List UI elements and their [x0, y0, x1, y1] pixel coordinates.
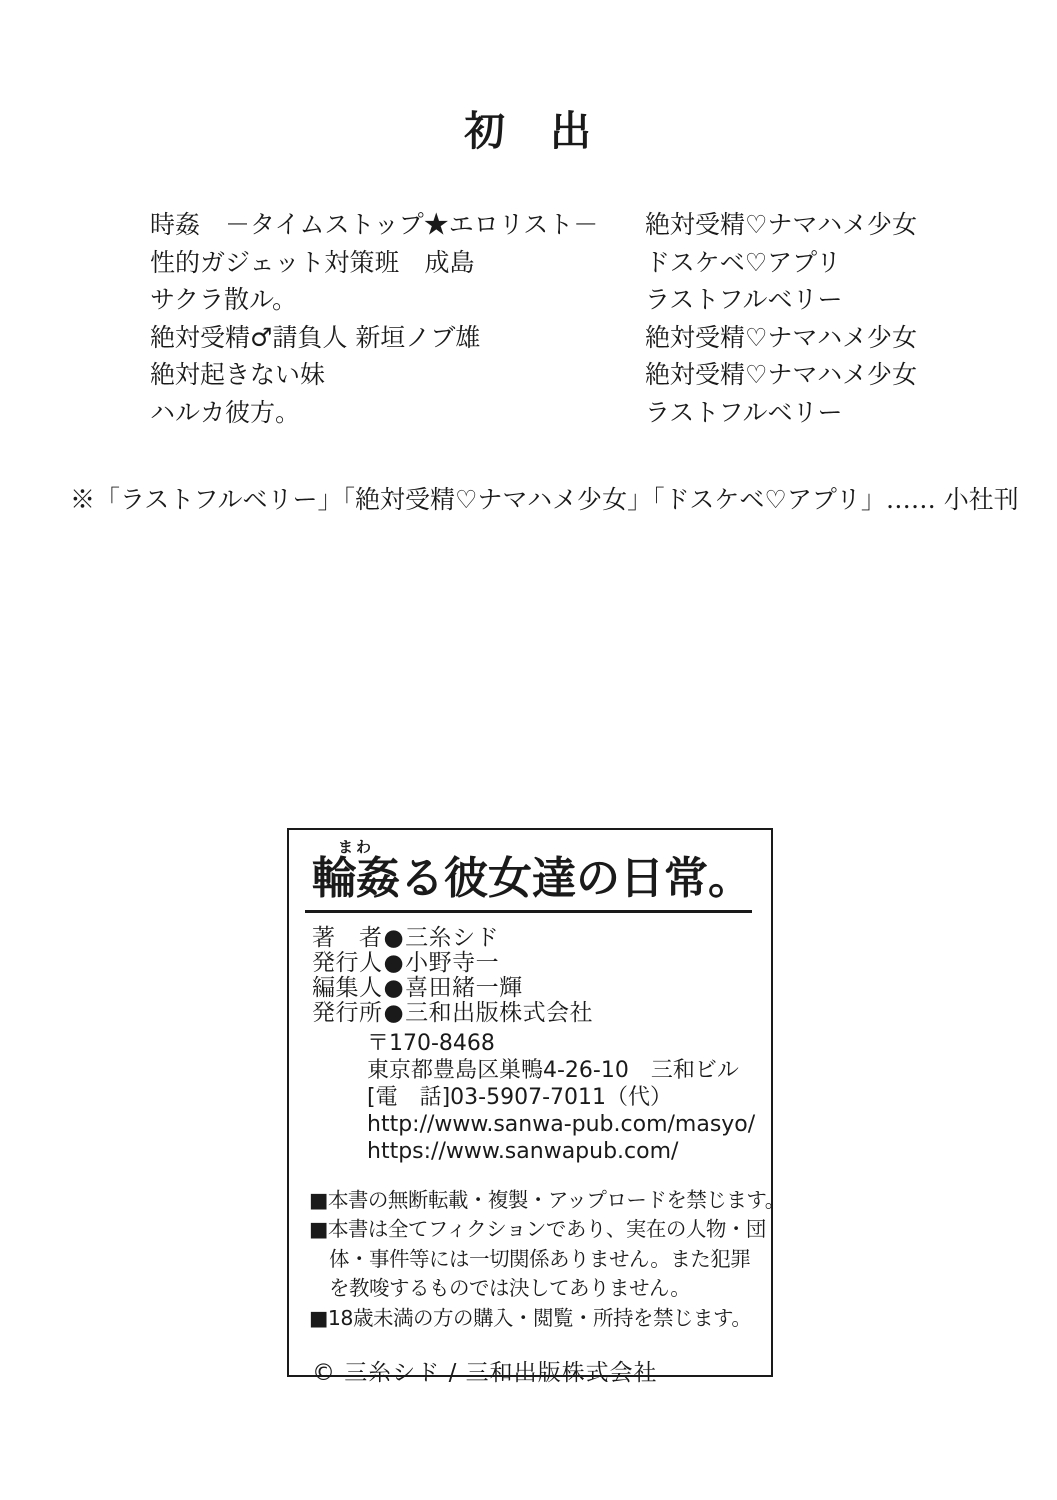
publication-row: [150, 205, 950, 243]
book-title-ruby-group: [312, 838, 400, 904]
source-magazine: 絶対受精♡ナマハメ少女: [645, 210, 918, 239]
legal-notices-block: [309, 1186, 785, 1334]
publication-row: [150, 280, 950, 318]
credit-row-publisher-person: [312, 951, 771, 976]
postal-code-line: 〒170-8468: [367, 1030, 495, 1056]
credit-row-author: [312, 926, 771, 951]
notice-line: ■18歳未満の方の購入・閲覧・所持を禁じます。: [309, 1305, 752, 1330]
work-title: サクラ散ル。: [150, 285, 298, 314]
credit-row-publishing-house: [312, 1001, 771, 1026]
book-title-base: 輪姦: [312, 853, 400, 904]
copyright-line: © 三糸シド / 三和出版株式会社: [312, 1360, 658, 1387]
notice-line: を教唆するものでは決してありません。: [309, 1276, 691, 1301]
colophon-box: [287, 828, 785, 1387]
credit-value: 三糸シド: [405, 924, 500, 951]
book-title: [305, 838, 752, 913]
source-magazine: 絶対受精♡ナマハメ少女: [645, 360, 918, 389]
bullet-icon: ●: [383, 924, 405, 951]
credit-label: 著 者: [312, 924, 383, 951]
page-title: 初 出: [464, 107, 593, 155]
work-title: 性的ガジェット対策班 成島: [150, 247, 475, 277]
credit-row-editor: [312, 976, 771, 1001]
phone-line: [電 話]03-5907-7011（代）: [367, 1084, 673, 1110]
bullet-icon: ●: [383, 949, 405, 976]
source-magazine: ラストフルベリー: [645, 397, 843, 427]
work-title: 絶対受精♂請負人 新垣ノブ雄: [150, 322, 481, 352]
publication-row: [150, 355, 950, 393]
notice-line: ■本書の無断転載・複製・アップロードを禁じます。: [309, 1187, 785, 1212]
publication-row: [150, 318, 950, 356]
credit-label: 発行所: [312, 999, 383, 1026]
website-url-line: https://www.sanwapub.com/: [367, 1138, 679, 1164]
notice-line: 体・事件等には一切関係ありません。また犯罪: [309, 1246, 751, 1271]
street-address-line: 東京都豊島区巣鴨4-26-10 三和ビル: [367, 1057, 739, 1083]
book-title-rest: る彼女達の日常。: [400, 853, 752, 904]
bullet-icon: ●: [383, 999, 405, 1026]
bullet-icon: ●: [383, 974, 405, 1001]
source-magazine: ラストフルベリー: [645, 285, 843, 314]
credits-block: [312, 926, 771, 1026]
book-title-furigana: まわ: [312, 838, 400, 856]
credit-label: 発行人: [312, 949, 383, 976]
publication-list: [150, 205, 950, 430]
work-title: ハルカ彼方。: [150, 397, 301, 427]
work-title: 時姦 －タイムストップ★エロリスト－: [150, 210, 599, 239]
credit-value: 喜田緒一輝: [405, 974, 523, 1001]
credit-value: 小野寺一: [405, 949, 500, 976]
publication-note: ※「ラストフルベリー」「絶対受精♡ナマハメ少女」「ドスケベ♡アプリ」…… 小社刊: [70, 485, 1019, 514]
source-magazine: 絶対受精♡ナマハメ少女: [645, 322, 918, 352]
publisher-address-block: [367, 1030, 771, 1165]
source-magazine: ドスケベ♡アプリ: [645, 247, 842, 277]
publication-row: [150, 243, 950, 281]
credit-label: 編集人: [312, 974, 383, 1001]
work-title: 絶対起きない妹: [150, 360, 326, 389]
publication-row: [150, 393, 950, 431]
credit-value: 三和出版株式会社: [405, 999, 594, 1026]
website-url-line: http://www.sanwa-pub.com/masyo/: [367, 1111, 756, 1137]
notice-line: ■本書は全てフィクションであり、実在の人物・団: [309, 1217, 766, 1242]
